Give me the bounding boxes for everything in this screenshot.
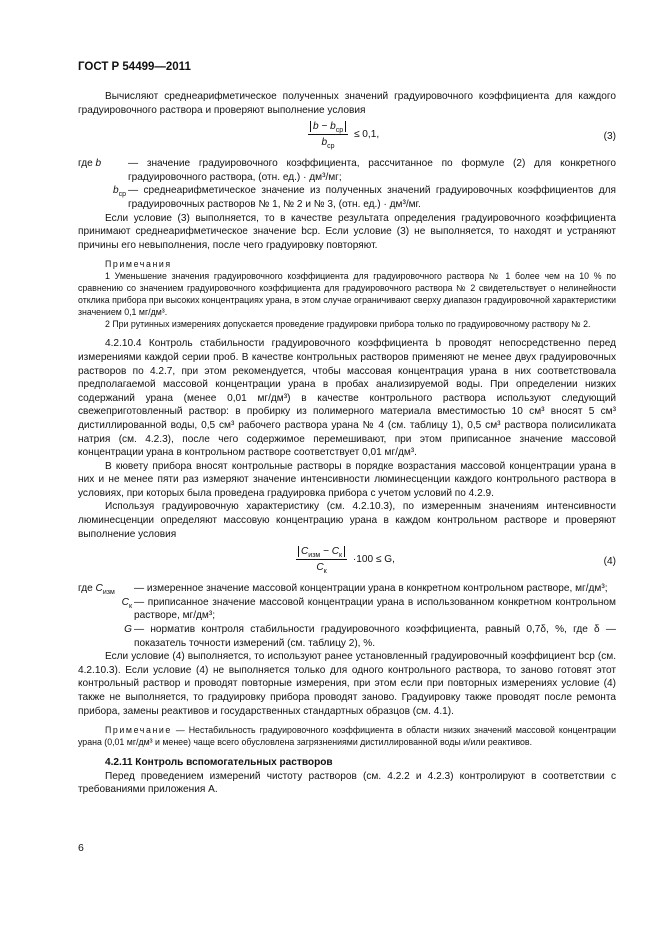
symbol-c-k: C (121, 596, 129, 608)
formula-4-denominator-sub: к (323, 567, 327, 575)
where2-lead: где (78, 583, 93, 595)
formula-3 (78, 120, 616, 154)
paragraph-4-2-10-4: 4.2.10.4 Контроль стабильности градуировочного коэффициента b проводят непосредственно перед измерениями каждой серии проб. В качестве контрольных растворов применяют не менее двух градуировочных растворов по 4.2.7, при этом рекомендуется, чтобы массовая концентрация урана в них соответствовала предполагаемой массовой концентрации урана в пробах анализируемой воды. При определении низких содержаний урана (менее 0,01 мг/дм³) в качестве контрольного раствора используют следующий свежеприготовленный раствор: в пробирку из полимерного материала вместимостью 10 см³ вносят 5 см³ дистиллированной воды, 0,5 см³ рабочего раствора урана № 4 (см. таблицу 1), 0,5 см³ раствора полисиликата натрия (см. 4.2.3), после чего содержимое перемешивают, при этом приписанное значение массовой концентрации урана в контрольном растворе соответствует 0,01 мг/дм³. (78, 338, 616, 459)
paragraph-condition-3: Если условие (3) выполняется, то в качестве результата определения градуировочного коэффициента принимают среднеарифметическое значение bср. Если условие (3) не выполняется, то находят и устраняют причины его невыполнения, после чего градуировку повторяют. (78, 212, 616, 251)
definition-c-izm: — измеренное значение массовой концентрации урана в конкретном контрольном растворе, мг/дм³; (134, 583, 608, 595)
formula-4-numerator-sub1: изм (308, 552, 321, 560)
paragraph-using-characteristic: Используя градуировочную характеристику (см. 4.2.10.3), по измеренным значениям интенсивности люминесценции определяют массовую концентрацию урана в каждом контрольном растворе и проверяют выполнение условия (78, 501, 616, 540)
definition-g: — норматив контроля стабильности градуировочного коэффициента, равный 0,7δ, %, где δ — показатель точности измерений (см. таблицу 2), %. (134, 624, 616, 649)
section-4-2-11-title: 4.2.11 Контроль вспомогательных растворов (105, 757, 333, 769)
definition-bcp: — среднеарифметическое значение из полученных значений градуировочных коэффициентов для градуировочных растворов № 1, № 2 и № 3, (отн. ед.) · дм³/мг. (128, 185, 616, 210)
formula-4-denominator: C (316, 561, 324, 573)
symbol-c-izm-sub: изм (102, 589, 115, 597)
symbol-b: b (95, 158, 102, 170)
where-b (78, 157, 616, 184)
formula-3-numerator-sub: ср (335, 127, 344, 135)
notes-title: Примечания (105, 259, 172, 270)
symbol-c-k-sub: к (128, 602, 132, 610)
where-c-izm (78, 582, 616, 596)
formula-4-number: (4) (603, 556, 616, 568)
where-lead: где (78, 158, 93, 170)
formula-4 (78, 545, 616, 579)
symbol-g: G (124, 624, 132, 636)
paragraph-aux-solutions: Перед проведением измерений чистоту растворов (см. 4.2.2 и 4.2.3) контролируют в соответствии с требованиями приложения А. (78, 770, 616, 796)
formula-4-rest: ·100 ≤ G, (352, 554, 395, 566)
page-number: 6 (78, 842, 84, 854)
note-1: 1 Уменьшение значения градуировочного коэффициента для градуировочного раствора № 1 более чем на 10 % по сравнению со значением градуировочного коэффициента для градуировочного раствора № 2 свидетельствует о нелинейности отклика прибора при высоких концентрациях урана, в этом случае ограничивают сверху диапазон градуировочной характеристики значением 0,1 мг/дм³. (78, 271, 616, 318)
document-body (78, 90, 616, 797)
symbol-c-izm: C (95, 583, 103, 595)
note-stability-text: — Нестабильность градуировочного коэффициента в области низких значений массовой концентрации урана (0,01 мг/дм³ и менее) чаще всего обусловлена загрязнениями дистиллированной воды и/или реактивов. (78, 725, 616, 748)
where-bcp (78, 184, 616, 211)
formula-3-denominator: b (321, 136, 328, 148)
formula-4-numerator: C (301, 546, 309, 558)
formula-3-denominator-sub: ср (327, 142, 335, 150)
formula-4-numerator-mid: − C (320, 546, 340, 558)
formula-4-fraction (296, 545, 347, 574)
formula-3-fraction (308, 120, 348, 149)
formula-3-rest: ≤ 0,1, (353, 128, 380, 140)
symbol-bcp-sub: ср (118, 191, 126, 199)
where-g (78, 623, 616, 650)
paragraph-condition-4: Если условие (4) выполняется, то используют ранее установленный градуировочный коэффициент bср (см. 4.2.10.3). Если условие (4) не выполняется только для одного контрольного раствора, то заново готовят этот контрольный раствор и проводят повторные измерения, при этом если при повторных измерениях условие (4) также не выполняется, то градуировку прибора проводят заново. Градуировку также проводят после ремонта прибора, замены реактивов и государственных стандартных образцов (см. 4.1). (78, 651, 616, 717)
where-c-k (78, 596, 616, 623)
document-header: ГОСТ Р 54499—2011 (78, 61, 191, 73)
definition-b: — значение градуировочного коэффициента, рассчитанное по формуле (2) для конкретного градуировочного раствора, (отн. ед.) · дм³/мг; (128, 158, 616, 183)
note-stability (78, 724, 616, 748)
formula-3-number: (3) (603, 131, 616, 143)
note-stability-title: Примечание (105, 725, 172, 736)
formula-3-numerator: b − b (313, 121, 336, 133)
note-2: 2 При рутинных измерениях допускается проведение градуировки прибора только по градуировочному раствору № 2. (105, 319, 591, 330)
paragraph-intro: Вычисляют среднеарифметическое полученных значений градуировочного коэффициента для каждого градуировочного раствора и проверяют выполнение условия (78, 91, 616, 116)
paragraph-cuvette: В кювету прибора вносят контрольные растворы в порядке возрастания массовой концентрации урана в них и не менее пяти раз измеряют значение интенсивности люминесценции каждого контрольного раствора в условиях, при которых была проведена градуировка прибора с учетом условий по 4.2.9. (78, 460, 616, 499)
definition-c-k: — приписанное значение массовой концентрации урана в использованном конкретном контрольном растворе, мг/дм³; (134, 596, 616, 622)
symbol-bcp: b (112, 185, 119, 197)
formula-4-numerator-sub2: к (339, 552, 343, 560)
